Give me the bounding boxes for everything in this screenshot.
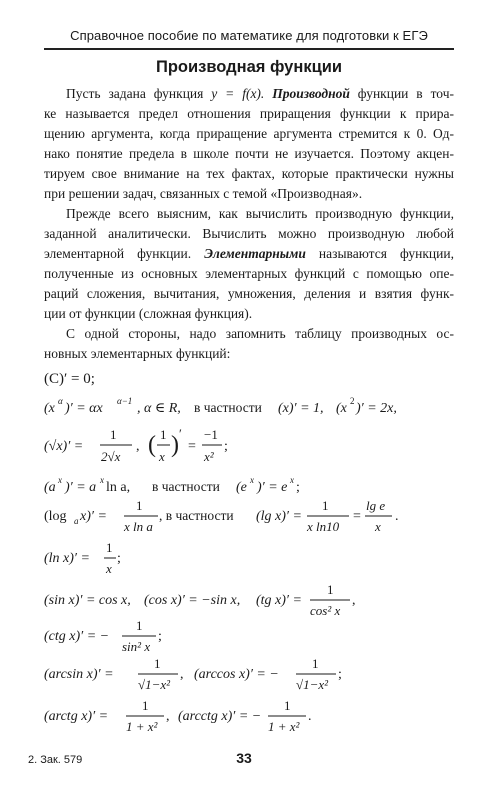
fraction-denominator: x [106, 561, 112, 576]
formula-text: (sin x)′ = cos x, [44, 593, 131, 608]
formula-text: (arctg x)′ = [44, 709, 109, 724]
fraction-denominator: sin² x [122, 639, 151, 654]
fraction-denominator: cos² x [310, 603, 341, 618]
formula-text: (ctg x)′ = − [44, 629, 110, 644]
formula-subscript: a [74, 516, 79, 526]
prime-mark: ′ [179, 426, 182, 441]
text-line: С одной стороны, надо запомнить таблицу производных ос- [66, 326, 454, 341]
fraction-denominator: 2√x [101, 449, 121, 464]
fraction-numerator: 1 [284, 698, 291, 713]
formula-exponent: x [58, 475, 62, 485]
formula-text: (log [44, 509, 67, 524]
formula-note: в частности [152, 479, 220, 494]
fraction-denominator: 1 + x² [126, 719, 158, 734]
fraction-denominator: x ln a [124, 519, 153, 534]
formula-text: (C)′ = 0; [44, 371, 95, 387]
formula-text: (e [236, 480, 247, 495]
text-line: щению аргумента, когда приращение аргумента стремится к 0. Од- [44, 126, 454, 141]
text-line: раций сложения, вычитания, умножения, деления и взятия функ- [44, 286, 454, 301]
formula-constant [44, 366, 454, 390]
paren-close: ) [171, 432, 179, 458]
formula-text: (arcsin x)′ = [44, 667, 114, 682]
formula-cotangent [44, 620, 454, 662]
formula-text: (x)′ = 1, [278, 401, 324, 416]
formula-natural-log [44, 540, 454, 582]
fraction-denominator: x [375, 519, 381, 534]
text-line: ке называется предел отношения приращения функции к прира- [44, 106, 454, 121]
fraction-numerator: 1 [322, 498, 329, 513]
formula-text: (tg x)′ = [256, 593, 302, 608]
formula-power [44, 392, 454, 420]
text-line: заданной аналитически. Вычислить можно производную любой [44, 226, 454, 241]
equals-sign: = [188, 439, 196, 454]
fraction-denominator: x ln10 [307, 519, 340, 534]
formula-text: (arccos x)′ = − [194, 667, 279, 682]
formula-text: , [180, 667, 184, 682]
formula-text: , [166, 709, 170, 724]
paragraph-elementary [44, 204, 454, 324]
formula-text: (a [44, 480, 56, 495]
formula-text: . [308, 709, 312, 724]
text-line: элементарной функции. Элементарными называются функции, [44, 246, 454, 261]
formula-text: (√x)′ = [44, 439, 84, 454]
formula-text: ; [296, 480, 300, 495]
text-line: при решении задач, связанных с темой «Производная». [44, 186, 363, 201]
paragraph-definition [44, 84, 454, 204]
formula-text: , [136, 439, 140, 454]
section-title: Производная функции [155, 58, 343, 76]
formula-exponent: x [250, 475, 254, 485]
formula-exponent: α [58, 396, 63, 406]
formula-text: )′ = 2x, [356, 401, 397, 416]
formula-arcsin-arccos [44, 658, 454, 700]
text-line: Прежде всего выясним, как вычислить производную функции, [66, 206, 454, 221]
formula-text: (lg x)′ = [256, 509, 302, 524]
footer-order-number: 2. Зак. 579 [28, 754, 83, 766]
fraction-numerator: 1 [106, 540, 113, 555]
formula-text: ln a, [106, 480, 131, 495]
formula-logarithm [44, 496, 454, 538]
header-rule [44, 48, 454, 50]
formula-text: . [395, 509, 399, 524]
formula-trig [44, 582, 454, 624]
fraction-denominator: √1−x² [296, 677, 329, 692]
fraction-numerator: 1 [136, 618, 143, 633]
equals-sign: = [353, 509, 361, 524]
formula-text: (arcctg x)′ = − [178, 709, 262, 724]
fraction-denominator: x² [204, 449, 214, 464]
text-line: полученные из основных элементарных функций с помощью опе- [44, 266, 454, 281]
formula-sqrt-reciprocal [44, 424, 454, 468]
formula-text: )′ = e [257, 480, 288, 495]
fraction-numerator: 1 [312, 656, 319, 671]
running-header: Справочное пособие по математике для подготовки к ЕГЭ [70, 28, 428, 43]
formula-text: ; [117, 551, 121, 566]
fraction-denominator: 1 + x² [268, 719, 300, 734]
formula-arctg-arcctg [44, 700, 454, 742]
fraction-numerator: 1 [142, 698, 149, 713]
formula-text: ; [224, 439, 228, 454]
formula-text: )′ = αx [65, 401, 103, 416]
formula-exponent: x [290, 475, 294, 485]
fraction-numerator: lg e [366, 498, 386, 513]
fraction-numerator: 1 [110, 427, 117, 442]
paren-open: ( [148, 432, 156, 458]
fraction-numerator: 1 [327, 582, 334, 597]
formula-text: (cos x)′ = −sin x, [144, 593, 241, 608]
fraction-numerator: −1 [204, 427, 218, 442]
fraction-numerator: 1 [154, 656, 161, 671]
formula-exponential [44, 472, 454, 498]
formula-text: , α ∈ R, [137, 401, 181, 416]
fraction-numerator: 1 [136, 498, 143, 513]
formula-text: (ln x)′ = [44, 551, 90, 566]
fraction-numerator: 1 [160, 427, 167, 442]
formula-text: x)′ = [80, 509, 107, 524]
formula-text: ; [338, 667, 342, 682]
fraction-denominator: x [159, 449, 165, 464]
formula-exponent: 2 [350, 396, 355, 406]
text-line: Пусть задана функция y = f(x). Производной функции в точ- [66, 86, 454, 101]
page-number: 33 [236, 750, 252, 766]
formula-note: , в частности [159, 508, 234, 523]
text-line: ции от функции (сложная функция). [44, 306, 253, 321]
formula-note: в частности [194, 400, 262, 415]
text-line: нако понятие предела в школе почти не изучается. Поэтому акцен- [44, 146, 454, 161]
text-line: новных элементарных функций: [44, 346, 231, 361]
paragraph-table-intro [44, 324, 454, 364]
fraction-denominator: √1−x² [138, 677, 171, 692]
formula-text: (x [336, 401, 347, 416]
formula-text: , [352, 593, 356, 608]
formula-text: )′ = a [65, 480, 97, 495]
formula-text: (x [44, 401, 55, 416]
formula-exponent: α−1 [117, 396, 133, 406]
formula-exponent: x [100, 475, 104, 485]
text-line: тируем свое внимание на тех фактах, которые практически нужны [44, 166, 454, 181]
formula-text: ; [158, 629, 162, 644]
